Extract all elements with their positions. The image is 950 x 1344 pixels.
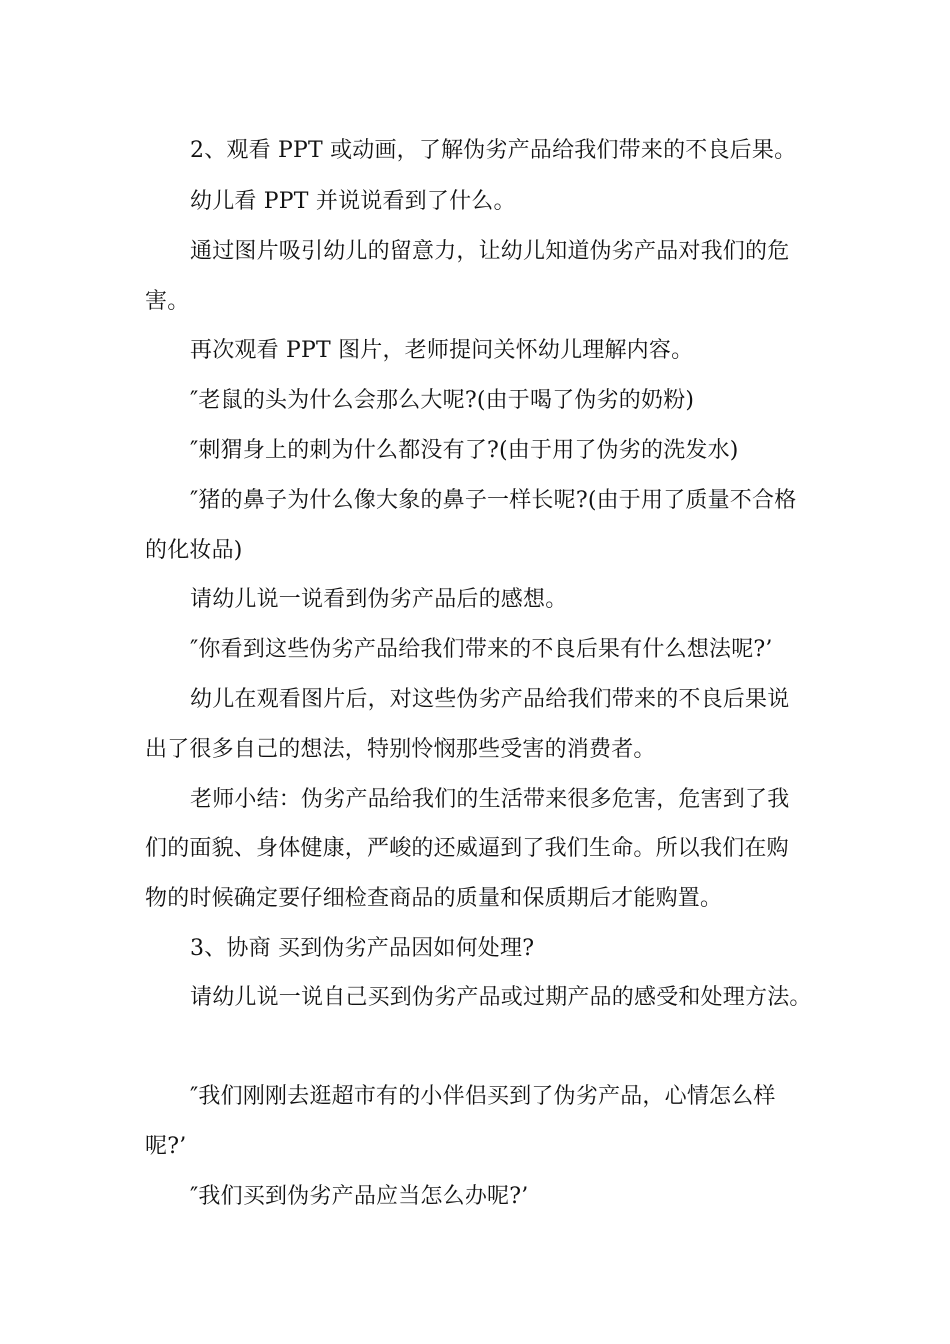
paragraph-line: 2、观看 PPT 或动画，了解伪劣产品给我们带来的不良后果。 [190, 138, 797, 163]
paragraph-line: 幼儿在观看图片后，对这些伪劣产品给我们带来的不良后果说 [190, 687, 790, 712]
paragraph-line: 呢?’ [145, 1134, 187, 1159]
paragraph-line: 请幼儿说一说看到伪劣产品后的感想。 [190, 587, 568, 612]
paragraph-line: 害。 [145, 289, 190, 314]
paragraph-line: 们的面貌、身体健康，严峻的还威逼到了我们生命。所以我们在购 [145, 836, 789, 861]
paragraph-line: 请幼儿说一说自己买到伪劣产品或过期产品的感受和处理方法。 [190, 985, 812, 1010]
paragraph-line: 的化妆品) [145, 538, 243, 563]
paragraph-line: ″你看到这些伪劣产品给我们带来的不良后果有什么想法呢?’ [190, 637, 773, 662]
paragraph-line: ″猪的鼻子为什么像大象的鼻子一样长呢?(由于用了质量不合格 [190, 488, 797, 513]
paragraph-line: ″老鼠的头为什么会那么大呢?(由于喝了伪劣的奶粉) [190, 388, 695, 413]
paragraph-line: ″我们刚刚去逛超市有的小伴侣买到了伪劣产品，心情怎么样 [190, 1084, 776, 1109]
paragraph-line: 物的时候确定要仔细检查商品的质量和保质期后才能购置。 [145, 886, 723, 911]
paragraph-line: 通过图片吸引幼儿的留意力，让幼儿知道伪劣产品对我们的危 [190, 239, 790, 264]
paragraph-line: ″我们买到伪劣产品应当怎么办呢?’ [190, 1184, 529, 1209]
paragraph-line: 老师小结：伪劣产品给我们的生活带来很多危害，危害到了我 [190, 787, 790, 812]
paragraph-line: 出了很多自己的想法，特别怜悯那些受害的消费者。 [145, 737, 656, 762]
paragraph-line: 幼儿看 PPT 并说说看到了什么。 [190, 189, 516, 214]
paragraph-line: 再次观看 PPT 图片，老师提问关怀幼儿理解内容。 [190, 338, 694, 363]
paragraph-line: 3、协商 买到伪劣产品因如何处理? [190, 936, 535, 961]
paragraph-line: ″刺猬身上的刺为什么都没有了?(由于用了伪劣的洗发水) [190, 438, 739, 463]
